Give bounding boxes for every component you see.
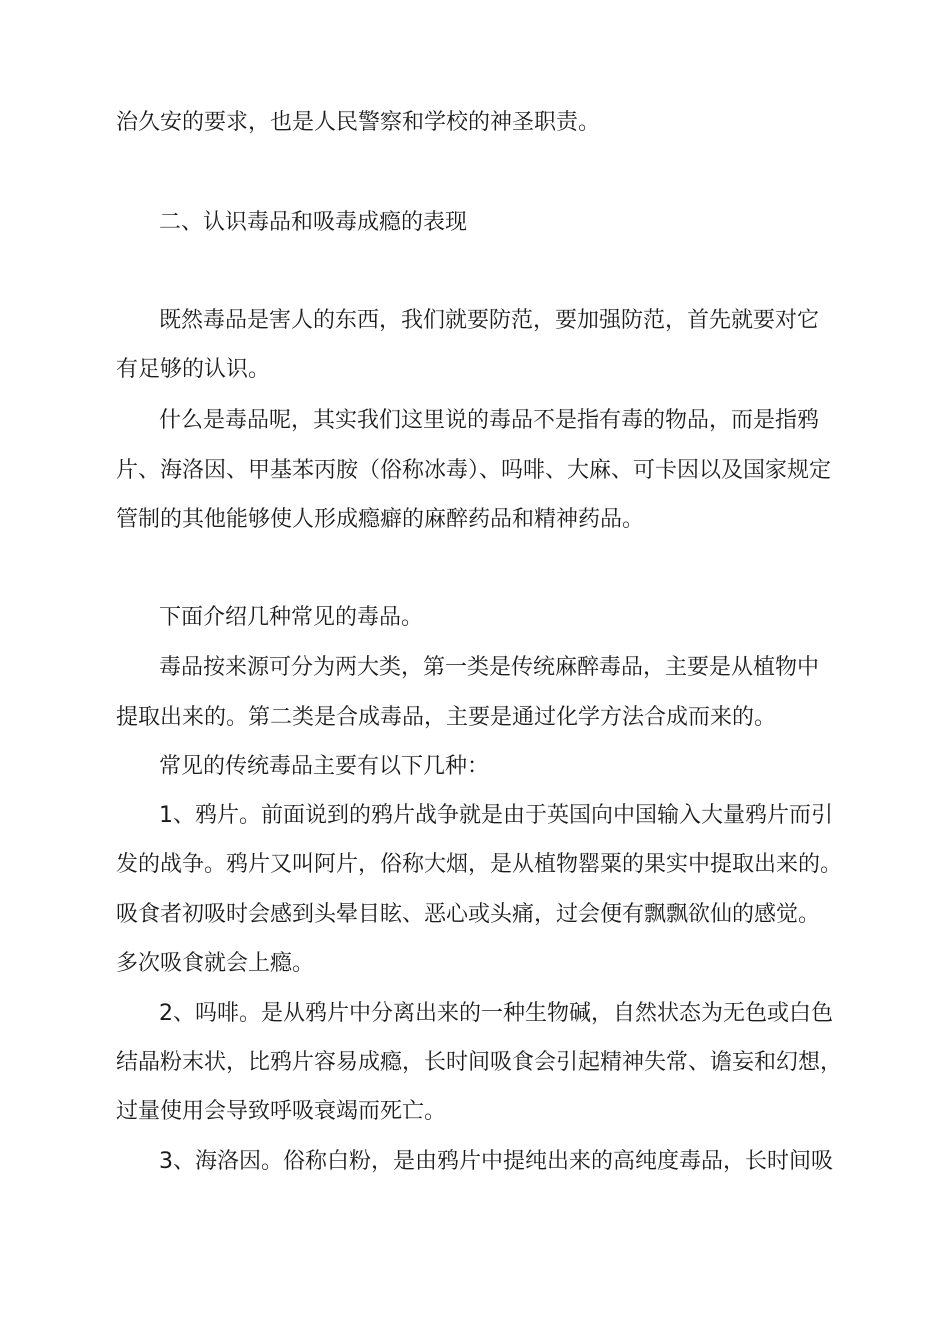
paragraph-line: 毒品按来源可分为两大类，第一类是传统麻醉毒品，主要是从植物中 [159, 655, 820, 680]
paragraph-line: 什么是毒品呢，其实我们这里说的毒品不是指有毒的物品，而是指鸦 [159, 408, 820, 433]
paragraph-line: 片、海洛因、甲基苯丙胺（俗称冰毒）、吗啡、大麻、可卡因以及国家规定 [116, 458, 832, 483]
list-item-line: 多次吸食就会上瘾。 [116, 951, 315, 976]
paragraph-line: 治久安的要求，也是人民警察和学校的神圣职责。 [116, 110, 601, 135]
list-item-line: 2、吗啡。是从鸦片中分离出来的一种生物碱，自然状态为无色或白色 [159, 1001, 833, 1026]
paragraph-line: 下面介绍几种常见的毒品。 [159, 605, 424, 630]
paragraph-line: 既然毒品是害人的东西，我们就要防范，要加强防范，首先就要对它 [159, 308, 820, 333]
list-item-line: 过量使用会导致呼吸衰竭而死亡。 [116, 1099, 447, 1124]
list-item-line: 吸食者初吸时会感到头晕目眩、恶心或头痛，过会便有飘飘欲仙的感觉。 [116, 902, 821, 927]
list-item-line: 3、海洛因。俗称白粉，是由鸦片中提纯出来的高纯度毒品，长时间吸 [159, 1149, 833, 1174]
paragraph-line: 管制的其他能够使人形成瘾癖的麻醉药品和精神药品。 [116, 507, 645, 532]
paragraph-line: 提取出来的。第二类是合成毒品，主要是通过化学方法合成而来的。 [116, 705, 777, 730]
list-item-line: 发的战争。鸦片又叫阿片，俗称大烟，是从植物罂粟的果实中提取出来的。 [116, 852, 843, 877]
paragraph-line: 常见的传统毒品主要有以下几种： [159, 754, 490, 779]
list-item-line: 1、鸦片。前面说到的鸦片战争就是由于英国向中国输入大量鸦片而引 [159, 803, 833, 828]
section-heading: 二、认识毒品和吸毒成瘾的表现 [159, 210, 468, 235]
paragraph-line: 有足够的认识。 [116, 357, 271, 382]
list-item-line: 结晶粉末状，比鸦片容易成瘾，长时间吸食会引起精神失常、谵妄和幻想， [116, 1050, 843, 1075]
